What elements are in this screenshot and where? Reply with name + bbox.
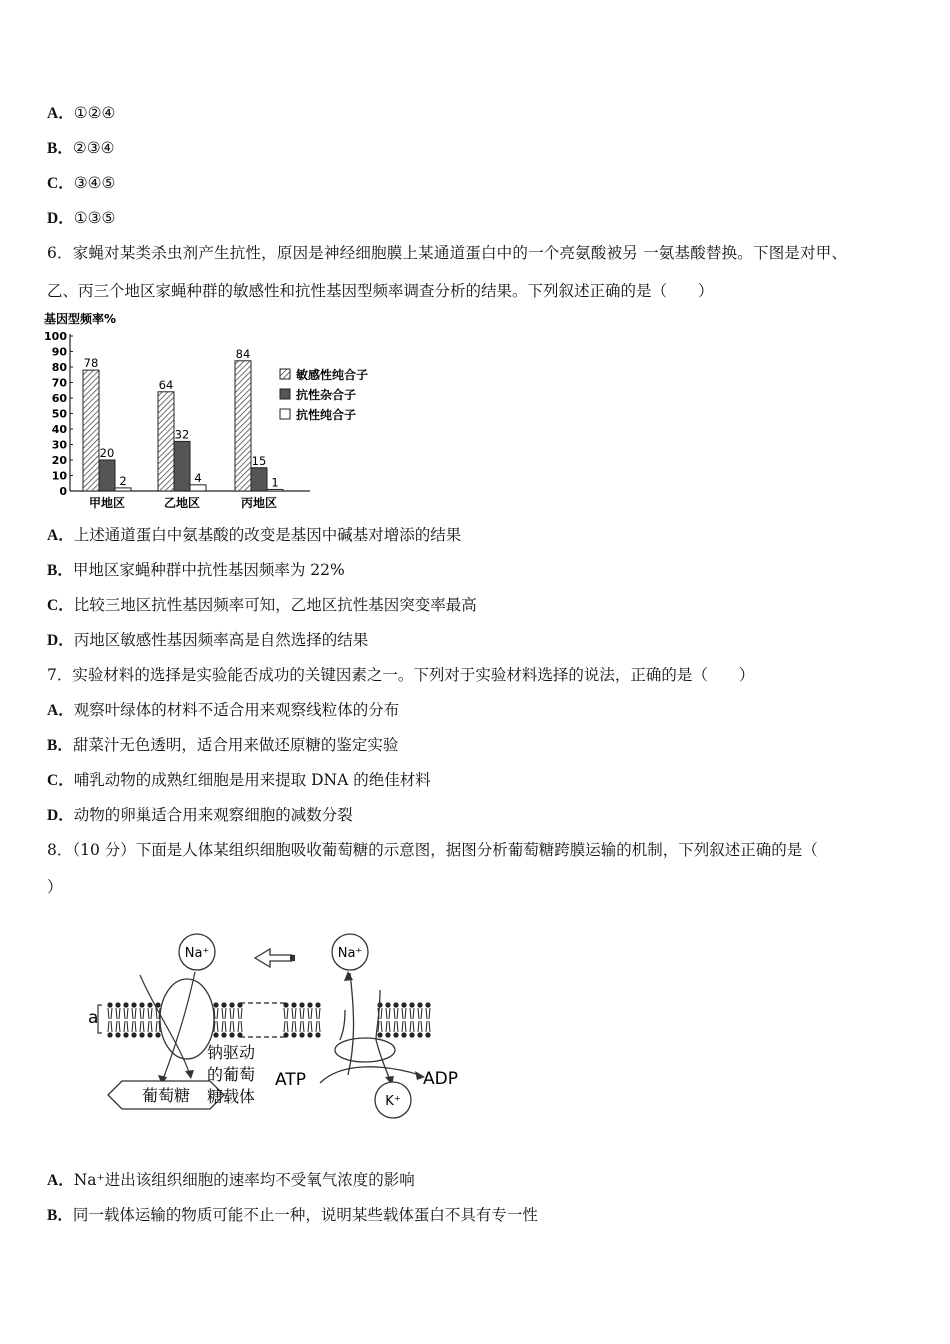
- chart-legend: [280, 367, 368, 422]
- lipid-head-bottom: [229, 1032, 234, 1037]
- bar: [251, 468, 267, 491]
- option-text: ③④⑤: [73, 174, 116, 192]
- bar: [174, 441, 190, 491]
- lipid-head-bottom: [393, 1032, 398, 1037]
- category-label: 甲地区: [88, 496, 126, 510]
- lipid-head-top: [401, 1002, 406, 1007]
- lipid-head-bottom: [155, 1032, 160, 1037]
- lipid-tail-top: [108, 1008, 112, 1019]
- q6-stem-line2: 乙、丙三个地区家蝇种群的敏感性和抗性基因型频率调查分析的结果。下列叙述正确的是（ ）: [47, 282, 714, 300]
- pump-left-wall: [340, 1010, 345, 1040]
- diagram-svg: [80, 915, 500, 1125]
- lipid-tail-bottom: [284, 1021, 288, 1032]
- na-right-label: Na⁺: [337, 946, 363, 961]
- bar-value-label: 1: [271, 475, 279, 490]
- y-tick-label: 50: [51, 407, 67, 421]
- lipid-head-bottom: [107, 1032, 112, 1037]
- option-letter: D．: [47, 210, 74, 227]
- genotype-frequency-chart: [40, 310, 400, 515]
- bar: [190, 485, 206, 491]
- lipid-head-top: [291, 1002, 296, 1007]
- lipid-head-bottom: [221, 1032, 226, 1037]
- pump-base: [335, 1038, 395, 1062]
- lipid-head-bottom: [115, 1032, 120, 1037]
- lipid-tail-top: [148, 1008, 152, 1019]
- lipid-tail-bottom: [394, 1021, 398, 1032]
- lipid-tail-bottom: [132, 1021, 136, 1032]
- lipid-tail-bottom: [214, 1021, 218, 1032]
- bar: [158, 392, 174, 491]
- option-letter: B．: [47, 1207, 73, 1224]
- membrane-label: a: [88, 1008, 99, 1028]
- option-text: ②③④: [72, 139, 115, 157]
- lipid-head-top: [147, 1002, 152, 1007]
- y-tick-label: 0: [59, 485, 67, 498]
- q6-stem-line1: 6．家蝇对某类杀虫剂产生抗性，原因是神经细胞膜上某通道蛋白中的一个亮氨酸被另 一氨基酸替换。下图是对甲、: [47, 244, 848, 262]
- lipid-tail-bottom: [410, 1021, 414, 1032]
- k-label: K⁺: [385, 1094, 401, 1109]
- lipid-tail-bottom: [308, 1021, 312, 1032]
- chart-svg: [40, 310, 400, 515]
- lipid-tail-top: [124, 1008, 128, 1019]
- lipid-head-top: [123, 1002, 128, 1007]
- option-text: ①②④: [73, 104, 116, 122]
- bar-value-label: 20: [99, 446, 115, 460]
- bar-value-label: 15: [251, 453, 267, 468]
- option-letter: C．: [47, 175, 74, 192]
- lipid-head-top: [409, 1002, 414, 1007]
- q6-option-c: [47, 595, 477, 616]
- lipid-tail-top: [140, 1008, 144, 1019]
- y-tick-label: 80: [51, 361, 67, 374]
- q6-option-a: [47, 525, 461, 546]
- q7-option-a: [47, 700, 399, 721]
- lipid-tail-bottom: [426, 1021, 430, 1032]
- lipid-head-bottom: [123, 1032, 128, 1037]
- lipid-head-top: [107, 1002, 112, 1007]
- option-text: Na⁺进出该组织细胞的速率均不受氧气浓度的影响: [73, 1171, 415, 1189]
- option-text: 同一载体运输的物质可能不止一种，说明某些载体蛋白不具有专一性: [72, 1206, 538, 1224]
- legend-label: 敏感性纯合子: [296, 368, 369, 382]
- lipid-head-top: [315, 1002, 320, 1007]
- lipid-head-top: [115, 1002, 120, 1007]
- option-letter: C．: [47, 597, 74, 614]
- lipid-tail-top: [308, 1008, 312, 1019]
- bar: [83, 370, 99, 491]
- glucose-label: 葡萄糖: [141, 1086, 191, 1105]
- option-letter: A．: [47, 527, 74, 544]
- lipid-tail-bottom: [148, 1021, 152, 1032]
- option-letter: D．: [47, 807, 74, 824]
- y-tick-label: 30: [51, 438, 67, 452]
- q8-stem-line1: 8．（10 分）下面是人体某组织细胞吸收葡萄糖的示意图，据图分析葡萄糖跨膜运输的机制，下列叙述正确的是（: [47, 841, 818, 859]
- atp-adp-arrow: [320, 1067, 420, 1083]
- legend-label: 抗性纯合子: [296, 408, 357, 422]
- option-letter: A．: [47, 702, 74, 719]
- y-tick-label: 10: [51, 469, 67, 483]
- lipid-head-top: [299, 1002, 304, 1007]
- lipid-tail-bottom: [116, 1021, 120, 1032]
- lipid-head-top: [393, 1002, 398, 1007]
- glucose-carrier: [160, 979, 214, 1059]
- q7-option-c: [47, 770, 431, 791]
- lipid-tail-bottom: [124, 1021, 128, 1032]
- legend-swatch: [280, 389, 290, 399]
- lipid-tail-bottom: [378, 1021, 382, 1032]
- lipid-head-bottom: [131, 1032, 136, 1037]
- carrier-label-1: 钠驱动: [207, 1043, 256, 1062]
- legend-swatch: [280, 369, 290, 379]
- bar-value-label: 78: [83, 356, 99, 371]
- arrowhead: [185, 1070, 194, 1079]
- q6-option-b: [47, 560, 345, 581]
- bar: [267, 489, 283, 491]
- bar-value-label: 4: [194, 470, 202, 485]
- option-letter: A．: [47, 1172, 74, 1189]
- lipid-tail-bottom: [402, 1021, 406, 1032]
- q8-stem-line2: ）: [47, 878, 63, 896]
- option-text: 观察叶绿体的材料不适合用来观察线粒体的分布: [73, 701, 400, 719]
- adp-label: ADP: [423, 1069, 458, 1089]
- lipid-tail-top: [316, 1008, 320, 1019]
- lipid-head-bottom: [291, 1032, 296, 1037]
- lipid-tail-top: [284, 1008, 288, 1019]
- q5-option-c: [47, 173, 115, 194]
- hollow-arrow-tail: [290, 955, 295, 961]
- lipid-head-bottom: [307, 1032, 312, 1037]
- y-tick-label: 70: [51, 376, 67, 390]
- hollow-left-arrow: [255, 949, 295, 967]
- lipid-tail-bottom: [300, 1021, 304, 1032]
- y-tick-label: 90: [51, 345, 67, 359]
- chart-title: 基因型频率%: [44, 312, 117, 326]
- carrier-label-3: 糖载体: [207, 1087, 256, 1106]
- lipid-tail-top: [230, 1008, 234, 1019]
- lipid-head-bottom: [147, 1032, 152, 1037]
- q6-option-d: [47, 630, 368, 651]
- bar-value-label: 32: [174, 427, 190, 442]
- lipid-head-top: [139, 1002, 144, 1007]
- bar-value-label: 84: [235, 346, 251, 361]
- lipid-tail-bottom: [316, 1021, 320, 1032]
- lipid-head-bottom: [401, 1032, 406, 1037]
- lipid-head-top: [417, 1002, 422, 1007]
- lipid-tail-bottom: [140, 1021, 144, 1032]
- lipid-tail-bottom: [230, 1021, 234, 1032]
- lipid-head-bottom: [299, 1032, 304, 1037]
- arrowhead: [344, 971, 353, 981]
- lipid-tail-bottom: [418, 1021, 422, 1032]
- q5-option-a: [47, 103, 115, 124]
- option-letter: B．: [47, 562, 73, 579]
- option-text: 上述通道蛋白中氨基酸的改变是基因中碱基对增添的结果: [73, 526, 462, 544]
- q7-stem: 7．实验材料的选择是实验能否成功的关键因素之一。下列对于实验材料选择的说法，正确的是（ ）: [47, 666, 755, 684]
- lipid-head-bottom: [385, 1032, 390, 1037]
- y-tick-label: 100: [44, 330, 67, 343]
- membrane-bracket: [98, 1005, 102, 1033]
- y-tick-label: 40: [51, 423, 67, 436]
- lipid-head-top: [425, 1002, 430, 1007]
- lipid-tail-bottom: [156, 1021, 160, 1032]
- lipid-tail-top: [394, 1008, 398, 1019]
- lipid-head-bottom: [425, 1032, 430, 1037]
- lipid-tail-top: [238, 1008, 242, 1019]
- carrier-label-2: 的葡萄: [207, 1065, 256, 1084]
- lipid-tail-top: [402, 1008, 406, 1019]
- lipid-tail-top: [386, 1008, 390, 1019]
- lipid-head-top: [229, 1002, 234, 1007]
- category-label: 丙地区: [240, 496, 278, 510]
- option-text: 动物的卵巢适合用来观察细胞的减数分裂: [73, 806, 353, 824]
- option-text: ①③⑤: [73, 209, 116, 227]
- membrane-gap-top-bottom: [240, 1003, 286, 1037]
- option-letter: A．: [47, 105, 74, 122]
- q8-option-a: [47, 1170, 415, 1191]
- atp-label: ATP: [275, 1070, 306, 1090]
- q7-option-b: [47, 735, 398, 756]
- q7-option-d: [47, 805, 353, 826]
- lipid-head-top: [307, 1002, 312, 1007]
- option-letter: C．: [47, 772, 74, 789]
- lipid-tail-top: [300, 1008, 304, 1019]
- bar: [99, 460, 115, 491]
- lipid-head-bottom: [377, 1032, 382, 1037]
- lipid-tail-top: [116, 1008, 120, 1019]
- option-letter: B．: [47, 140, 73, 157]
- hollow-arrow-shape: [255, 949, 292, 967]
- bar: [235, 361, 251, 491]
- option-letter: D．: [47, 632, 74, 649]
- option-letter: B．: [47, 737, 73, 754]
- option-text: 比较三地区抗性基因频率可知，乙地区抗性基因突变率最高: [73, 596, 477, 614]
- q5-option-d: [47, 208, 115, 229]
- glucose-transport-diagram: [80, 915, 500, 1125]
- lipid-head-bottom: [409, 1032, 414, 1037]
- chart-bars: [83, 347, 283, 510]
- lipid-tail-top: [418, 1008, 422, 1019]
- bar-value-label: 2: [119, 473, 127, 488]
- lipid-tail-top: [222, 1008, 226, 1019]
- option-text: 甲地区家蝇种群中抗性基因频率为 22%: [72, 561, 345, 579]
- y-tick-label: 60: [51, 392, 67, 405]
- q8-option-b: [47, 1205, 538, 1226]
- option-text: 甜菜汁无色透明，适合用来做还原糖的鉴定实验: [72, 736, 399, 754]
- legend-swatch: [280, 409, 290, 419]
- lipid-head-top: [131, 1002, 136, 1007]
- lipid-tail-bottom: [238, 1021, 242, 1032]
- lipid-head-bottom: [213, 1032, 218, 1037]
- lipid-tail-top: [426, 1008, 430, 1019]
- category-label: 乙地区: [163, 496, 201, 510]
- lipid-head-bottom: [417, 1032, 422, 1037]
- lipid-tail-bottom: [222, 1021, 226, 1032]
- lipid-head-bottom: [315, 1032, 320, 1037]
- lipid-head-top: [221, 1002, 226, 1007]
- bar-value-label: 64: [158, 377, 174, 392]
- k-entry-arrow: [376, 1040, 390, 1080]
- y-tick-label: 20: [51, 454, 67, 467]
- bar: [115, 488, 131, 491]
- lipid-head-top: [385, 1002, 390, 1007]
- lipid-tail-bottom: [386, 1021, 390, 1032]
- option-text: 哺乳动物的成熟红细胞是用来提取 DNA 的绝佳材料: [73, 771, 431, 789]
- legend-label: 抗性杂合子: [296, 388, 357, 402]
- lipid-tail-top: [132, 1008, 136, 1019]
- lipid-tail-top: [292, 1008, 296, 1019]
- option-text: 丙地区敏感性基因频率高是自然选择的结果: [73, 631, 369, 649]
- na-left-label: Na⁺: [184, 946, 210, 961]
- lipid-tail-top: [410, 1008, 414, 1019]
- lipid-tail-bottom: [292, 1021, 296, 1032]
- q5-option-b: [47, 138, 115, 159]
- lipid-tail-bottom: [108, 1021, 112, 1032]
- lipid-head-top: [213, 1002, 218, 1007]
- lipid-head-bottom: [139, 1032, 144, 1037]
- glucose-entry-arrow: [140, 975, 190, 1075]
